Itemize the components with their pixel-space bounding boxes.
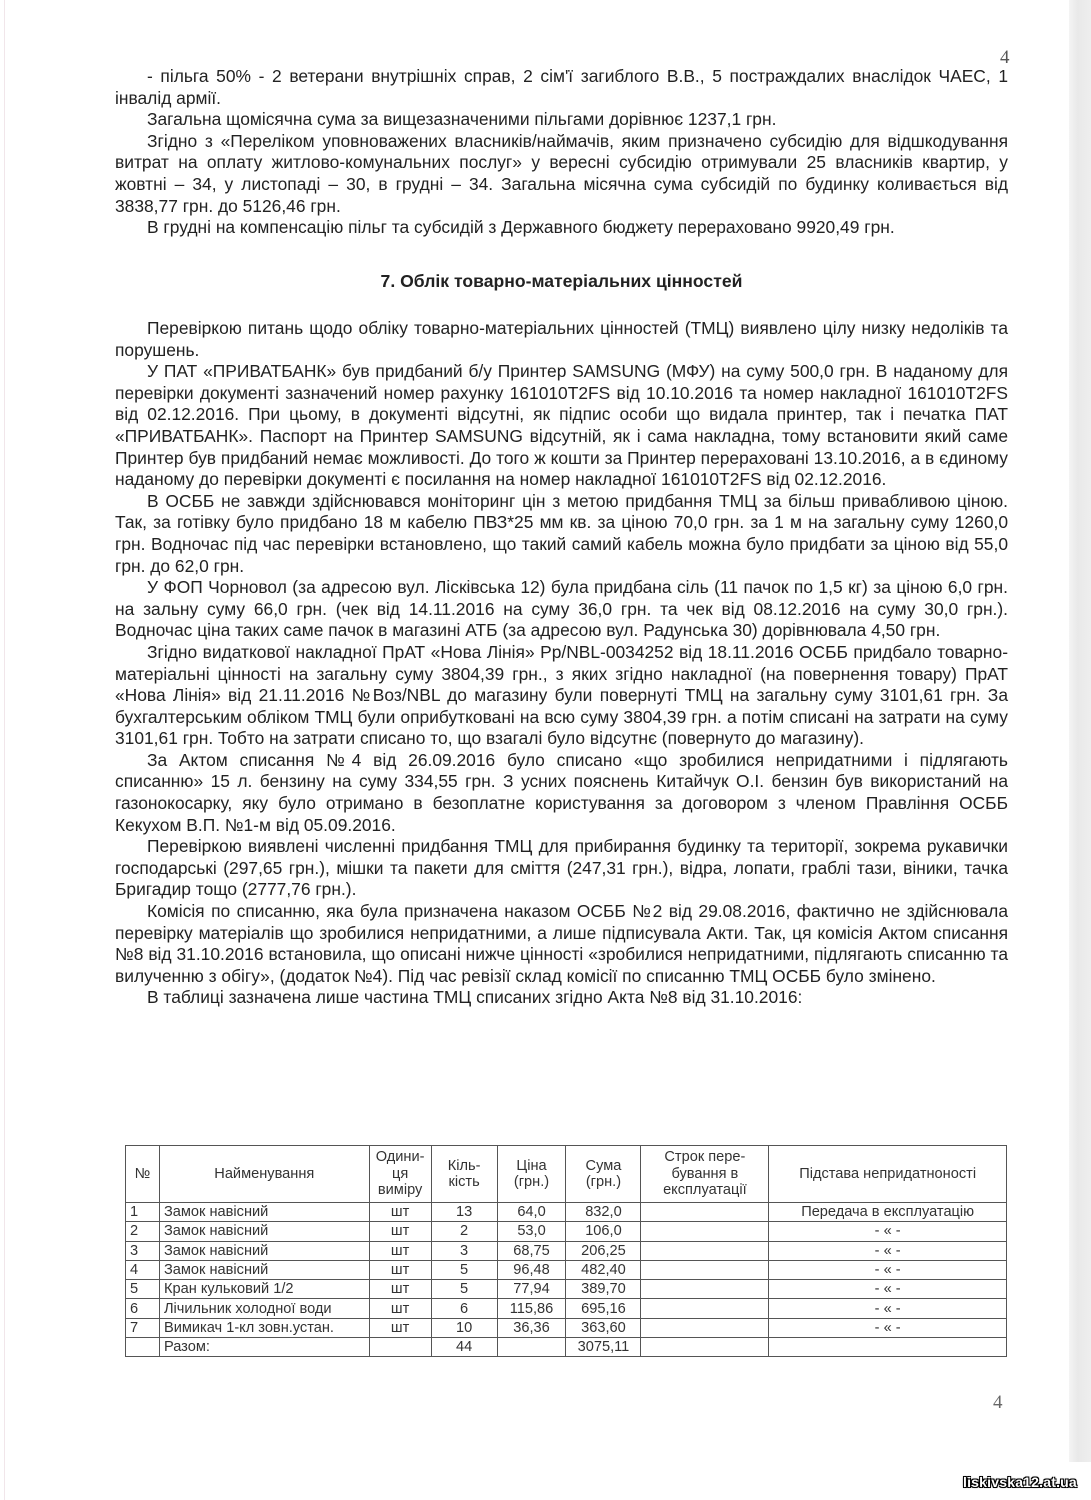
page-number-bottom: 4 bbox=[993, 1392, 1003, 1413]
cell-qty: 13 bbox=[431, 1203, 497, 1222]
cell-sum: 106,0 bbox=[566, 1222, 641, 1241]
section-body bbox=[115, 318, 1008, 1009]
cell-term bbox=[641, 1222, 769, 1241]
header-num: № bbox=[126, 1146, 160, 1203]
cell-qty: 5 bbox=[431, 1280, 497, 1299]
paragraph: В ОСББ не завжди здійснювався моніторинг цін з метою придбання ТМЦ за більш привабливою ціною. Так, за готівку було придбано 18 м кабелю ПВЗ*25 мм кв. за ціною 70,0 грн. за 1 м на загальну суму 1260,0 грн. Водночас під час перевірки встановлено, що такий самий кабель можна було придбати за ціною від 55,0 грн. до 62,0 грн. bbox=[115, 490, 1008, 576]
cell-num: 5 bbox=[126, 1280, 160, 1299]
cell-name: Кран кульковий 1/2 bbox=[159, 1280, 369, 1299]
cell-term bbox=[641, 1299, 769, 1318]
cell-num: 6 bbox=[126, 1299, 160, 1318]
cell-reason bbox=[769, 1338, 1007, 1357]
cell-term bbox=[641, 1203, 769, 1222]
cell-sum: 363,60 bbox=[566, 1318, 641, 1337]
cell-qty: 5 bbox=[431, 1260, 497, 1279]
header-unit: Одини-ця виміру bbox=[369, 1146, 431, 1203]
cell-qty: 6 bbox=[431, 1299, 497, 1318]
cell-sum: 482,40 bbox=[566, 1260, 641, 1279]
cell-reason: - « - bbox=[769, 1299, 1007, 1318]
cell-reason: - « - bbox=[769, 1280, 1007, 1299]
cell-term bbox=[641, 1241, 769, 1260]
intro-text bbox=[115, 66, 1008, 239]
cell-unit: шт bbox=[369, 1318, 431, 1337]
cell-sum: 206,25 bbox=[566, 1241, 641, 1260]
table-row bbox=[126, 1222, 1007, 1241]
cell-name: Замок навісний bbox=[159, 1241, 369, 1260]
cell-price: 96,48 bbox=[497, 1260, 566, 1279]
cell-term bbox=[641, 1338, 769, 1357]
cell-unit: шт bbox=[369, 1203, 431, 1222]
cell-num: 4 bbox=[126, 1260, 160, 1279]
cell-qty: 3 bbox=[431, 1241, 497, 1260]
site-watermark: liskivska12.at.ua bbox=[963, 1474, 1077, 1490]
paragraph: Загальна щомісячна сума за вищезазначеними пільгами дорівнює 1237,1 грн. bbox=[147, 109, 777, 130]
table-row bbox=[126, 1241, 1007, 1260]
cell-sum: 389,70 bbox=[566, 1280, 641, 1299]
table-row bbox=[126, 1318, 1007, 1337]
cell-price: 115,86 bbox=[497, 1299, 566, 1318]
scan-right-edge-shadow bbox=[1069, 0, 1091, 1462]
cell-price: 68,75 bbox=[497, 1241, 566, 1260]
cell-name: Лічильник холодної води bbox=[159, 1299, 369, 1318]
table-row bbox=[126, 1203, 1007, 1222]
cell-name: Вимикач 1-кл зовн.устан. bbox=[159, 1318, 369, 1337]
cell-unit: шт bbox=[369, 1280, 431, 1299]
cell-unit bbox=[369, 1338, 431, 1357]
paragraph: Перевіркою питань щодо обліку товарно-матеріальних цінностей (ТМЦ) виявлено цілу низку недоліків та порушень. bbox=[115, 318, 1008, 360]
cell-qty: 2 bbox=[431, 1222, 497, 1241]
header-qty: Кіль-кість bbox=[431, 1146, 497, 1203]
paragraph: За Актом списання №4 від 26.09.2016 було списано «що зробилися непридатними і підлягають списанню» 15 л. бензину на суму 334,55 грн. З усних пояснень Китайчук О.І. бензин був використаний на газонокосарку, яку було отримано в безоплатне користування за договором з членом Правління ОСББ Кекухом В.П. №1-м від 05.09.2016. bbox=[115, 749, 1008, 835]
cell-unit: шт bbox=[369, 1241, 431, 1260]
cell-unit: шт bbox=[369, 1299, 431, 1318]
header-price: Ціна (грн.) bbox=[497, 1146, 566, 1203]
cell-name: Замок навісний bbox=[159, 1203, 369, 1222]
header-reason: Підстава непридатноності bbox=[769, 1146, 1007, 1203]
table-row bbox=[126, 1280, 1007, 1299]
cell-num: 1 bbox=[126, 1203, 160, 1222]
cell-qty: 10 bbox=[431, 1318, 497, 1337]
paragraph: Перевіркою виявлені численні придбання ТМЦ для прибирання будинку та території, зокрема рукавички господарські (297,65 грн.), мішки та пакети для сміття (247,31 грн.), відра, лопати, граблі тази, віники, тачка Бригадир тощо (2777,76 грн.). bbox=[115, 836, 1008, 900]
cell-reason: - « - bbox=[769, 1318, 1007, 1337]
header-sum: Сума (грн.) bbox=[566, 1146, 641, 1203]
cell-total-qty: 44 bbox=[431, 1338, 497, 1357]
paragraph: В таблиці зазначена лише частина ТМЦ списаних згідно Акта №8 від 31.10.2016: bbox=[147, 987, 803, 1008]
cell-term bbox=[641, 1318, 769, 1337]
cell-term bbox=[641, 1280, 769, 1299]
cell-price: 36,36 bbox=[497, 1318, 566, 1337]
cell-num: 2 bbox=[126, 1222, 160, 1241]
cell-reason: - « - bbox=[769, 1222, 1007, 1241]
cell-price: 77,94 bbox=[497, 1280, 566, 1299]
cell-name: Замок навісний bbox=[159, 1222, 369, 1241]
cell-sum: 695,16 bbox=[566, 1299, 641, 1318]
section-heading: 7. Облік товарно-матеріальних цінностей bbox=[380, 271, 743, 291]
cell-unit: шт bbox=[369, 1222, 431, 1241]
table-header-row bbox=[126, 1146, 1007, 1203]
table-total-row bbox=[126, 1338, 1007, 1357]
paragraph: У ФОП Чорновол (за адресою вул. Лісківська 12) була придбана сіль (11 пачок по 1,5 кг) за ціною 6,0 грн. на зальну суму 66,0 грн. (чек від 14.11.2016 на суму 36,0 грн. та чек від 08.12.2016 на суму 30,0 грн.). Водночас ціна таких саме пачок в магазині АТБ (за адресою вул. Радунська 30) дорівнювала 4,50 грн. bbox=[115, 577, 1008, 641]
paragraph: Згідно з «Переліком уповноважених власників/наймачів, яким призначено субсидію для відшкодування витрат на оплату житлово-комунальних послуг» у вересні субсидію отримували 25 власників квартир, у жовтні – 34, у листопаді – 30, в грудні – 34. Загальна місячна сума субсидій по будинку коливається від 3838,77 грн. до 5126,46 грн. bbox=[115, 130, 1008, 216]
cell-total-sum: 3075,11 bbox=[566, 1338, 641, 1357]
written-off-items-table bbox=[125, 1145, 1007, 1357]
cell-reason: - « - bbox=[769, 1260, 1007, 1279]
header-term: Строк пере-бування в експлуатації bbox=[641, 1146, 769, 1203]
paragraph: У ПАТ «ПРИВАТБАНК» був придбаний б/у Принтер SAMSUNG (МФУ) на суму 500,0 грн. В наданому для перевірки документі зазначений номер рахунку 161010T2FS від 10.10.2016 та номер накладної 161010T2FS від 02.12.2016. При цьому, в документі відсутні, як підпис особи що видала принтер, так і печатка ПАТ «ПРИВАТБАНК». Паспорт на Принтер SAMSUNG відсутній, як і сама накладна, тому встановити який саме Принтер був придбаний немає можливості. До того ж кошти за Принтер перераховані 13.10.2016, а в єдиному наданому до перевірки документі є посилання на номер накладної 161010T2FS від 02.12.2016. bbox=[115, 361, 1008, 490]
cell-price: 64,0 bbox=[497, 1203, 566, 1222]
header-name: Найменування bbox=[159, 1146, 369, 1203]
table-row bbox=[126, 1260, 1007, 1279]
cell-num: 7 bbox=[126, 1318, 160, 1337]
table-row bbox=[126, 1299, 1007, 1318]
page-number-top: 4 bbox=[1000, 47, 1010, 68]
cell-reason: Передача в експлуатацію bbox=[769, 1203, 1007, 1222]
cell-name: Замок навісний bbox=[159, 1260, 369, 1279]
paragraph: В грудні на компенсацію пільг та субсидій з Державного бюджету перераховано 9920,49 грн. bbox=[147, 217, 895, 238]
cell-term bbox=[641, 1260, 769, 1279]
cell-num bbox=[126, 1338, 160, 1357]
cell-sum: 832,0 bbox=[566, 1203, 641, 1222]
cell-unit: шт bbox=[369, 1260, 431, 1279]
cell-num: 3 bbox=[126, 1241, 160, 1260]
cell-price: 53,0 bbox=[497, 1222, 566, 1241]
paragraph: Комісія по списанню, яка була призначена наказом ОСББ №2 від 29.08.2016, фактично не здійснювала перевірку матеріалів що зробилися непридатними, а лише підписувала Акти. Так, ця комісія Актом списання №8 від 31.10.2016 встановила, що описані нижче цінності «зробилися непридатними, підлягають списанню та вилученню з обігу», (додаток №4). Під час ревізії склад комісії по списанню ТМЦ ОСББ було змінено. bbox=[115, 901, 1008, 986]
paragraph: - пільга 50% - 2 ветерани внутрішніх справ, 2 сім'ї загиблого В.В., 5 постраждалих внаслідок ЧАЕС, 1 інвалід армії. bbox=[115, 66, 1008, 108]
scan-left-edge bbox=[4, 0, 5, 1500]
cell-price bbox=[497, 1338, 566, 1357]
paragraph: Згідно видаткової накладної ПрАТ «Нова Лінія» Рр/NBL-0034252 від 18.11.2016 ОСББ придбало товарно-матеріальні цінності на загальну суму 3804,39 грн., з яких згідно накладної (на повернення товару) ПрАТ «Нова Лінія» від 21.11.2016 №Воз/NBL до магазину були повернуті ТМЦ на загальну суму 3101,61 грн. За бухгалтерським обліком ТМЦ були оприбутковані на всю суму 3804,39 грн. а потім списані на затрати на суму 3101,61 грн. Тобто на затрати списано то, що взагалі було відсутнє (повернуто до магазину). bbox=[115, 641, 1008, 749]
cell-total-label: Разом: bbox=[159, 1338, 369, 1357]
cell-reason: - « - bbox=[769, 1241, 1007, 1260]
